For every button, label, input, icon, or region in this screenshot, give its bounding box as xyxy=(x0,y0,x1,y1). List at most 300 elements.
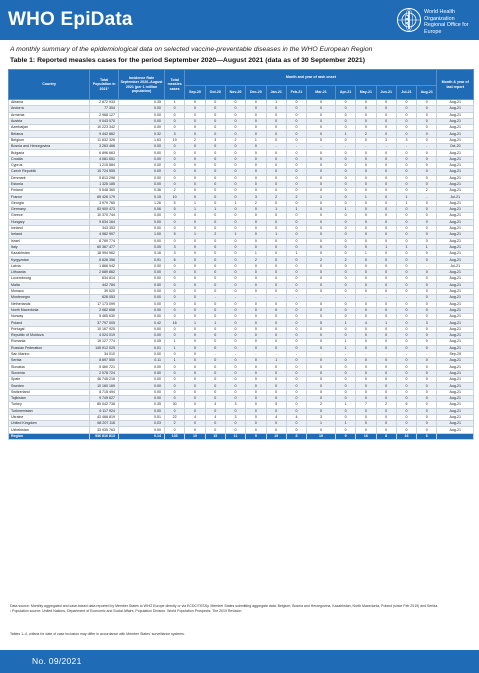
month-cases-cell: 0 xyxy=(246,207,266,213)
incidence-cell: 0.35 xyxy=(119,100,165,106)
month-cases-cell: 0 xyxy=(246,383,266,389)
month-cases-cell: 0 xyxy=(356,213,376,219)
population-cell: 936 816 813 xyxy=(90,433,119,439)
month-cases-cell: 0 xyxy=(356,421,376,427)
month-cases-cell: 0 xyxy=(396,282,416,288)
month-cases-cell: 0 xyxy=(335,194,355,200)
total-cases-cell: 0 xyxy=(165,314,185,320)
total-cases-cell: 0 xyxy=(165,295,185,301)
month-cases-cell: 0 xyxy=(335,270,355,276)
month-cases-cell: 0 xyxy=(356,383,376,389)
month-cases-cell: 0 xyxy=(376,232,396,238)
month-cases-cell: 1 xyxy=(356,194,376,200)
month-cases-cell: 1 xyxy=(266,207,286,213)
header-banner xyxy=(0,0,479,40)
who-logo xyxy=(396,6,476,36)
month-cases-cell: 0 xyxy=(396,106,416,112)
month-cases-cell: 0 xyxy=(376,238,396,244)
month-cases-cell: 0 xyxy=(417,200,437,206)
month-cases-cell: 3 xyxy=(205,137,225,143)
population-cell: 33 935 763 xyxy=(90,427,119,433)
month-cases-cell: 0 xyxy=(307,270,336,276)
who-logo-text: World Health Organization Regional Office for Europe xyxy=(424,9,469,35)
month-cases-cell: - xyxy=(356,144,376,150)
month-cases-cell: 0 xyxy=(246,288,266,294)
month-cases-cell: 0 xyxy=(286,162,306,168)
month-cases-cell: 4 xyxy=(205,402,225,408)
month-cases-cell: 0 xyxy=(396,270,416,276)
month-cases-cell: 0 xyxy=(185,421,205,427)
total-cases-cell: 2 xyxy=(165,421,185,427)
country-cell: Turkey xyxy=(9,402,90,408)
total-cases-cell: 0 xyxy=(165,370,185,376)
month-cases-cell: 0 xyxy=(246,364,266,370)
total-cases-cell: 19 xyxy=(165,137,185,143)
month-cases-cell: 0 xyxy=(246,244,266,250)
month-cases-cell: 0 xyxy=(185,288,205,294)
month-cases-cell: 0 xyxy=(266,364,286,370)
month-cases-cell: 0 xyxy=(335,263,355,269)
month-cases-cell: 0 xyxy=(307,150,336,156)
month-cases-cell: 0 xyxy=(225,377,245,383)
month-cases-cell: 0 xyxy=(396,169,416,175)
month-cases-cell: 0 xyxy=(225,225,245,231)
incidence-cell: 0.00 xyxy=(119,238,165,244)
month-cases-cell: 0 xyxy=(205,219,225,225)
month-cases-cell: 0 xyxy=(356,238,376,244)
month-cases-cell: 0 xyxy=(205,326,225,332)
month-cases-cell: 0 xyxy=(396,156,416,162)
month-cases-cell: 0 xyxy=(286,332,306,338)
country-cell: Iceland xyxy=(9,225,90,231)
country-cell: North Macedonia xyxy=(9,307,90,313)
month-cases-cell: 1 xyxy=(266,100,286,106)
month-cases-cell: - xyxy=(286,351,306,357)
country-cell: Albania xyxy=(9,100,90,106)
month-cases-cell: 0 xyxy=(335,377,355,383)
month-cases-cell: 0 xyxy=(335,364,355,370)
month-cases-cell: 0 xyxy=(356,288,376,294)
last-report-cell: Aug-21 xyxy=(437,225,474,231)
month-cases-cell: 0 xyxy=(335,301,355,307)
total-cases-cell: 0 xyxy=(165,427,185,433)
page-subtitle: A monthly summary of the epidemiological data on selected vaccine-preventable diseases in the WHO European Region xyxy=(10,46,373,53)
month-cases-cell: 1 xyxy=(266,232,286,238)
month-cases-cell: 0 xyxy=(376,421,396,427)
total-cases-cell: 0 xyxy=(165,282,185,288)
month-cases-cell: 0 xyxy=(185,295,205,301)
population-cell: 43 466 819 xyxy=(90,414,119,420)
last-report-cell: Sep-20 xyxy=(437,351,474,357)
month-cases-cell: 0 xyxy=(246,414,266,420)
month-cases-cell: 0 xyxy=(376,156,396,162)
population-cell: 4 024 019 xyxy=(90,332,119,338)
month-cases-cell: 0 xyxy=(205,339,225,345)
country-cell: Slovenia xyxy=(9,370,90,376)
population-cell: 4 982 907 xyxy=(90,232,119,238)
col-header-month: Feb-21 xyxy=(286,86,306,100)
month-cases-cell: 0 xyxy=(225,156,245,162)
month-cases-cell: 0 xyxy=(396,345,416,351)
month-cases-cell: 0 xyxy=(356,358,376,364)
month-cases-cell: 0 xyxy=(205,112,225,118)
month-cases-cell: 0 xyxy=(185,131,205,137)
country-cell: Sweden xyxy=(9,383,90,389)
month-cases-cell: 0 xyxy=(185,219,205,225)
month-cases-cell: 0 xyxy=(376,282,396,288)
incidence-cell: 0.35 xyxy=(119,402,165,408)
incidence-cell: 0.00 xyxy=(119,112,165,118)
month-cases-cell: 0 xyxy=(376,427,396,433)
month-cases-cell: 0 xyxy=(417,225,437,231)
population-cell: 2 082 658 xyxy=(90,307,119,313)
population-cell: 5 813 298 xyxy=(90,175,119,181)
total-cases-cell: 1 xyxy=(165,339,185,345)
month-cases-cell: 0 xyxy=(376,314,396,320)
country-cell: Hungary xyxy=(9,219,90,225)
month-cases-cell: 0 xyxy=(376,345,396,351)
month-cases-cell: 0 xyxy=(246,421,266,427)
month-cases-cell: - xyxy=(225,351,245,357)
month-cases-cell: 0 xyxy=(307,282,336,288)
month-cases-cell: 1 xyxy=(266,358,286,364)
month-cases-cell: - xyxy=(246,295,266,301)
month-cases-cell: 3 xyxy=(225,414,245,420)
month-cases-cell: 0 xyxy=(286,106,306,112)
month-cases-cell: 0 xyxy=(266,377,286,383)
population-cell: 8 789 774 xyxy=(90,238,119,244)
month-cases-cell: 0 xyxy=(335,162,355,168)
total-cases-cell: 0 xyxy=(165,326,185,332)
last-report-cell: Aug-21 xyxy=(437,137,474,143)
month-cases-cell: - xyxy=(225,295,245,301)
month-cases-cell: 0 xyxy=(396,188,416,194)
measles-table xyxy=(8,69,474,440)
country-cell: Israel xyxy=(9,238,90,244)
incidence-cell: 0.06 xyxy=(119,207,165,213)
month-cases-cell: 0 xyxy=(205,156,225,162)
incidence-cell: 0.00 xyxy=(119,175,165,181)
month-cases-cell: 0 xyxy=(246,326,266,332)
month-cases-cell: 1 xyxy=(376,320,396,326)
last-report-cell: Aug-21 xyxy=(437,282,474,288)
month-cases-cell: 0 xyxy=(417,131,437,137)
month-cases-cell: 0 xyxy=(225,339,245,345)
month-cases-cell: 0 xyxy=(417,345,437,351)
month-cases-cell: 0 xyxy=(307,112,336,118)
month-cases-cell: 4 xyxy=(185,414,205,420)
incidence-cell: 0.14 xyxy=(119,433,165,439)
month-cases-cell: 0 xyxy=(335,100,355,106)
month-cases-cell: 0 xyxy=(266,307,286,313)
month-cases-cell: 0 xyxy=(396,421,416,427)
month-cases-cell: 0 xyxy=(225,162,245,168)
month-cases-cell: 0 xyxy=(396,377,416,383)
last-report-cell: Aug-21 xyxy=(437,402,474,408)
incidence-cell: 0.00 xyxy=(119,295,165,301)
month-cases-cell: 0 xyxy=(356,100,376,106)
incidence-cell: 0.00 xyxy=(119,395,165,401)
month-cases-cell: 0 xyxy=(417,125,437,131)
month-cases-cell: - xyxy=(356,295,376,301)
incidence-cell: 0.51 xyxy=(119,414,165,420)
population-cell: 37 797 005 xyxy=(90,320,119,326)
month-cases-cell: - xyxy=(356,351,376,357)
month-cases-cell: 0 xyxy=(246,402,266,408)
month-cases-cell: 0 xyxy=(417,427,437,433)
month-cases-cell: 0 xyxy=(266,169,286,175)
incidence-cell: 0.00 xyxy=(119,213,165,219)
month-cases-cell: 0 xyxy=(417,150,437,156)
month-cases-cell: 0 xyxy=(286,150,306,156)
month-cases-cell: 0 xyxy=(205,395,225,401)
last-report-cell: Aug-21 xyxy=(437,377,474,383)
month-cases-cell: 0 xyxy=(185,395,205,401)
month-cases-cell: 0 xyxy=(286,175,306,181)
month-cases-cell: 0 xyxy=(356,364,376,370)
month-cases-cell: 2 xyxy=(307,257,336,263)
month-cases-cell: 1 xyxy=(396,244,416,250)
month-cases-cell: 0 xyxy=(266,188,286,194)
month-cases-cell: 0 xyxy=(246,106,266,112)
month-cases-cell: 1 xyxy=(335,207,355,213)
month-cases-cell: 2 xyxy=(185,137,205,143)
month-cases-cell: 0 xyxy=(205,389,225,395)
month-cases-cell: 0 xyxy=(417,414,437,420)
month-cases-cell: 0 xyxy=(225,332,245,338)
population-cell: 1 325 185 xyxy=(90,181,119,187)
month-cases-cell: 0 xyxy=(376,162,396,168)
month-cases-cell: 0 xyxy=(266,106,286,112)
month-cases-cell: 0 xyxy=(417,377,437,383)
population-cell: 9 442 862 xyxy=(90,131,119,137)
country-cell: United Kingdom xyxy=(9,421,90,427)
month-cases-cell: 0 xyxy=(376,307,396,313)
population-cell: 8 697 550 xyxy=(90,358,119,364)
month-cases-cell: 0 xyxy=(246,276,266,282)
month-cases-cell: 0 xyxy=(205,125,225,131)
month-cases-cell: 0 xyxy=(396,100,416,106)
last-report-cell: Aug-21 xyxy=(437,156,474,162)
month-cases-cell: 0 xyxy=(225,213,245,219)
incidence-cell: 0.00 xyxy=(119,125,165,131)
month-cases-cell: 0 xyxy=(225,194,245,200)
month-cases-cell: - xyxy=(335,295,355,301)
month-cases-cell: 0 xyxy=(266,112,286,118)
last-report-cell: Aug-21 xyxy=(437,276,474,282)
month-cases-cell: 0 xyxy=(356,175,376,181)
month-cases-cell: 0 xyxy=(185,314,205,320)
month-cases-cell: 0 xyxy=(396,162,416,168)
month-cases-cell: 0 xyxy=(286,131,306,137)
month-cases-cell: 0 xyxy=(266,383,286,389)
month-cases-cell: - xyxy=(266,295,286,301)
month-cases-cell: 0 xyxy=(205,251,225,257)
month-cases-cell: 0 xyxy=(185,188,205,194)
col-header-last-report: Month & year of last report xyxy=(437,70,474,100)
month-cases-cell: 0 xyxy=(225,238,245,244)
month-cases-cell: 0 xyxy=(307,263,336,269)
month-cases-cell: 0 xyxy=(396,326,416,332)
month-cases-cell: 0 xyxy=(246,144,266,150)
total-cases-cell: 6 xyxy=(165,257,185,263)
month-cases-cell: 0 xyxy=(396,408,416,414)
month-cases-cell: 0 xyxy=(225,345,245,351)
month-cases-cell: 0 xyxy=(335,213,355,219)
country-cell: Slovakia xyxy=(9,364,90,370)
month-cases-cell: 0 xyxy=(225,421,245,427)
month-cases-cell: 0 xyxy=(417,421,437,427)
month-cases-cell: 0 xyxy=(396,251,416,257)
month-cases-cell: 0 xyxy=(185,225,205,231)
month-cases-cell: 0 xyxy=(185,100,205,106)
month-cases-cell: 0 xyxy=(356,200,376,206)
month-cases-cell: - xyxy=(376,144,396,150)
month-cases-cell: 0 xyxy=(286,427,306,433)
population-cell: 77 354 xyxy=(90,106,119,112)
incidence-cell: 0.00 xyxy=(119,301,165,307)
month-cases-cell: 0 xyxy=(205,106,225,112)
country-cell: Finland xyxy=(9,188,90,194)
country-cell: Italy xyxy=(9,244,90,250)
month-cases-cell: 1 xyxy=(246,137,266,143)
month-cases-cell: 1 xyxy=(396,194,416,200)
month-cases-cell: 4 xyxy=(286,414,306,420)
month-cases-cell: 0 xyxy=(225,320,245,326)
month-cases-cell: 0 xyxy=(307,288,336,294)
month-cases-cell: 0 xyxy=(185,282,205,288)
incidence-cell: 0.00 xyxy=(119,276,165,282)
month-cases-cell: 0 xyxy=(266,276,286,282)
month-cases-cell: 0 xyxy=(396,131,416,137)
month-cases-cell: 0 xyxy=(286,421,306,427)
month-cases-cell: 0 xyxy=(356,257,376,263)
population-cell: 34 010 xyxy=(90,351,119,357)
incidence-cell: 0.00 xyxy=(119,427,165,433)
month-cases-cell: 0 xyxy=(185,112,205,118)
month-cases-cell: 0 xyxy=(396,332,416,338)
month-cases-cell: 0 xyxy=(266,326,286,332)
month-cases-cell: 0 xyxy=(205,188,225,194)
population-cell: 10 160 169 xyxy=(90,383,119,389)
month-cases-cell: 2 xyxy=(307,402,336,408)
total-cases-cell: 0 xyxy=(165,150,185,156)
month-cases-cell: 0 xyxy=(246,150,266,156)
month-cases-cell: - xyxy=(286,295,306,301)
month-cases-cell: 0 xyxy=(205,213,225,219)
month-cases-cell: 0 xyxy=(417,282,437,288)
month-cases-cell: 0 xyxy=(185,370,205,376)
month-cases-cell: 0 xyxy=(266,270,286,276)
month-cases-cell: 0 xyxy=(205,162,225,168)
month-cases-cell: 0 xyxy=(225,383,245,389)
last-report-cell: Aug-21 xyxy=(437,339,474,345)
month-cases-cell: - xyxy=(376,351,396,357)
month-cases-cell: 6 xyxy=(396,402,416,408)
month-cases-cell: 0 xyxy=(266,225,286,231)
month-cases-cell: - xyxy=(417,194,437,200)
month-cases-cell: 0 xyxy=(286,408,306,414)
month-cases-cell: 0 xyxy=(376,288,396,294)
month-cases-cell: 0 xyxy=(376,207,396,213)
month-cases-cell: 0 xyxy=(286,326,306,332)
month-cases-cell: 1 xyxy=(307,194,336,200)
month-cases-cell: 0 xyxy=(266,219,286,225)
country-cell: Lithuania xyxy=(9,270,90,276)
month-cases-cell: 2 xyxy=(286,194,306,200)
total-cases-cell: 0 xyxy=(165,270,185,276)
month-cases-cell: 0 xyxy=(185,106,205,112)
month-cases-cell: 0 xyxy=(356,225,376,231)
month-cases-cell: 0 xyxy=(185,181,205,187)
month-cases-cell: 0 xyxy=(205,345,225,351)
month-cases-cell: 0 xyxy=(205,150,225,156)
month-cases-cell: 0 xyxy=(205,169,225,175)
last-report-cell: Aug-21 xyxy=(437,389,474,395)
population-cell: 5 548 360 xyxy=(90,188,119,194)
month-cases-cell: 0 xyxy=(376,358,396,364)
month-cases-cell: 0 xyxy=(376,301,396,307)
month-cases-cell: - xyxy=(396,295,416,301)
month-cases-cell: 0 xyxy=(185,257,205,263)
month-cases-cell: 1 xyxy=(396,200,416,206)
month-cases-cell: - xyxy=(266,351,286,357)
month-cases-cell: 0 xyxy=(246,270,266,276)
month-cases-cell: 0 xyxy=(286,339,306,345)
total-cases-cell: 30 xyxy=(165,402,185,408)
month-cases-cell: 0 xyxy=(266,389,286,395)
month-cases-cell: 0 xyxy=(396,219,416,225)
month-cases-cell: 0 xyxy=(417,295,437,301)
month-cases-cell: 0 xyxy=(246,320,266,326)
month-cases-cell: 0 xyxy=(185,307,205,313)
month-cases-cell: 0 xyxy=(376,332,396,338)
month-cases-cell: 2 xyxy=(205,232,225,238)
month-cases-cell: 0 xyxy=(396,307,416,313)
month-cases-cell: 0 xyxy=(417,207,437,213)
month-cases-cell: 0 xyxy=(266,156,286,162)
total-cases-cell: 0 xyxy=(165,156,185,162)
footnote-data-source: Data source: Monthly aggregated and case-based data reported by Member States to WHO Europe directly or via ECDC/TESSy. Member States submitting aggregate data: Belgium, Bosnia and Herzegovina, Kazakhstan, North Macedonia, Poland (since Feb 2019) and Serbia. xyxy=(10,604,439,608)
month-cases-cell: 0 xyxy=(376,251,396,257)
table-title: Table 1: Reported measles cases for the period September 2020—August 2021 (data as of 30 September 2021) xyxy=(10,57,365,64)
total-cases-cell: 0 xyxy=(165,181,185,187)
month-cases-cell: 0 xyxy=(286,383,306,389)
month-cases-cell: 16 xyxy=(396,433,416,439)
month-cases-cell: 0 xyxy=(356,345,376,351)
month-cases-cell: 0 xyxy=(335,188,355,194)
last-report-cell: Aug-21 xyxy=(437,257,474,263)
month-cases-cell: 0 xyxy=(307,408,336,414)
incidence-cell: 0.00 xyxy=(119,351,165,357)
total-cases-cell: 5 xyxy=(165,232,185,238)
month-cases-cell: 0 xyxy=(246,370,266,376)
month-cases-cell: 0 xyxy=(225,181,245,187)
month-cases-cell: 0 xyxy=(417,314,437,320)
month-cases-cell: 0 xyxy=(335,414,355,420)
population-cell: 10 167 925 xyxy=(90,326,119,332)
last-report-cell: Aug-21 xyxy=(437,213,474,219)
month-cases-cell: 0 xyxy=(185,169,205,175)
month-cases-cell: 0 xyxy=(246,162,266,168)
population-cell: 83 900 473 xyxy=(90,207,119,213)
month-cases-cell: 0 xyxy=(307,244,336,250)
total-cases-cell: 1 xyxy=(165,358,185,364)
last-report-cell: Jul-21 xyxy=(437,263,474,269)
country-cell: Malta xyxy=(9,282,90,288)
month-cases-cell: 0 xyxy=(286,364,306,370)
month-cases-cell: 0 xyxy=(185,263,205,269)
